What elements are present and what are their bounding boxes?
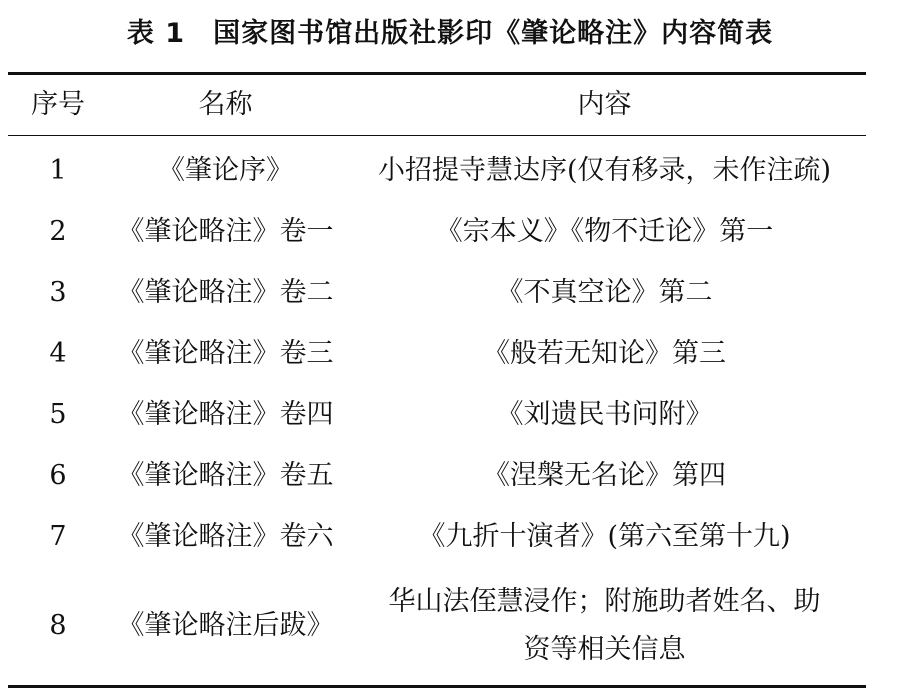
content-table: [8, 72, 866, 688]
table-title: 国家图书馆出版社影印《肇论略注》内容简表: [213, 18, 774, 49]
row-name: 《肇论略注》卷五: [117, 459, 334, 491]
row-name: 《肇论略注》卷四: [117, 398, 334, 430]
table-number: 表 1: [126, 18, 186, 49]
header-name: 名称: [198, 89, 253, 120]
table-caption: [0, 14, 900, 54]
row-index: 5: [49, 398, 67, 430]
table-row: [8, 136, 866, 202]
header-row: [8, 74, 866, 136]
row-content: 《般若无知论》第三: [483, 337, 726, 369]
row-index: 6: [49, 459, 67, 491]
row-name: 《肇论略注》卷一: [117, 215, 334, 247]
table-row: [8, 323, 866, 384]
row-name: 《肇论略注》卷三: [117, 337, 334, 369]
row-content: 小招提寺慧达序(仅有移录，未作注疏): [377, 154, 832, 186]
row-index: 4: [49, 337, 67, 369]
row-index: 3: [49, 276, 67, 308]
row-name: 《肇论序》: [158, 154, 293, 186]
row-index: 8: [49, 610, 67, 641]
row-content: 《宗本义》《物不迁论》第一: [435, 215, 774, 247]
table-row: [8, 506, 866, 567]
table-row: [8, 384, 866, 445]
table-row: [8, 567, 866, 687]
row-content-text: 华山法侄慧浸作；附施助者姓名、助资等相关信息: [388, 586, 821, 665]
header-index: 序号: [31, 89, 85, 120]
header-content: 内容: [577, 89, 632, 120]
row-name: 《肇论略注》卷六: [117, 520, 334, 552]
row-index: 1: [49, 154, 67, 186]
row-index: 2: [49, 215, 67, 247]
row-content: 《刘遗民书问附》: [496, 398, 713, 430]
table-row: [8, 445, 866, 506]
table-header: [8, 74, 866, 136]
table-row: [8, 201, 866, 262]
row-content: [343, 567, 866, 687]
row-name: 《肇论略注》卷二: [117, 276, 334, 308]
row-content: 《不真空论》第二: [496, 276, 713, 308]
row-index: 7: [49, 520, 67, 552]
table-body: [8, 136, 866, 687]
row-name: 《肇论略注后跋》: [117, 610, 334, 641]
row-content: 《涅槃无名论》第四: [483, 459, 726, 491]
row-content: 《九折十演者》(第六至第十九): [418, 520, 791, 552]
table-row: [8, 262, 866, 323]
